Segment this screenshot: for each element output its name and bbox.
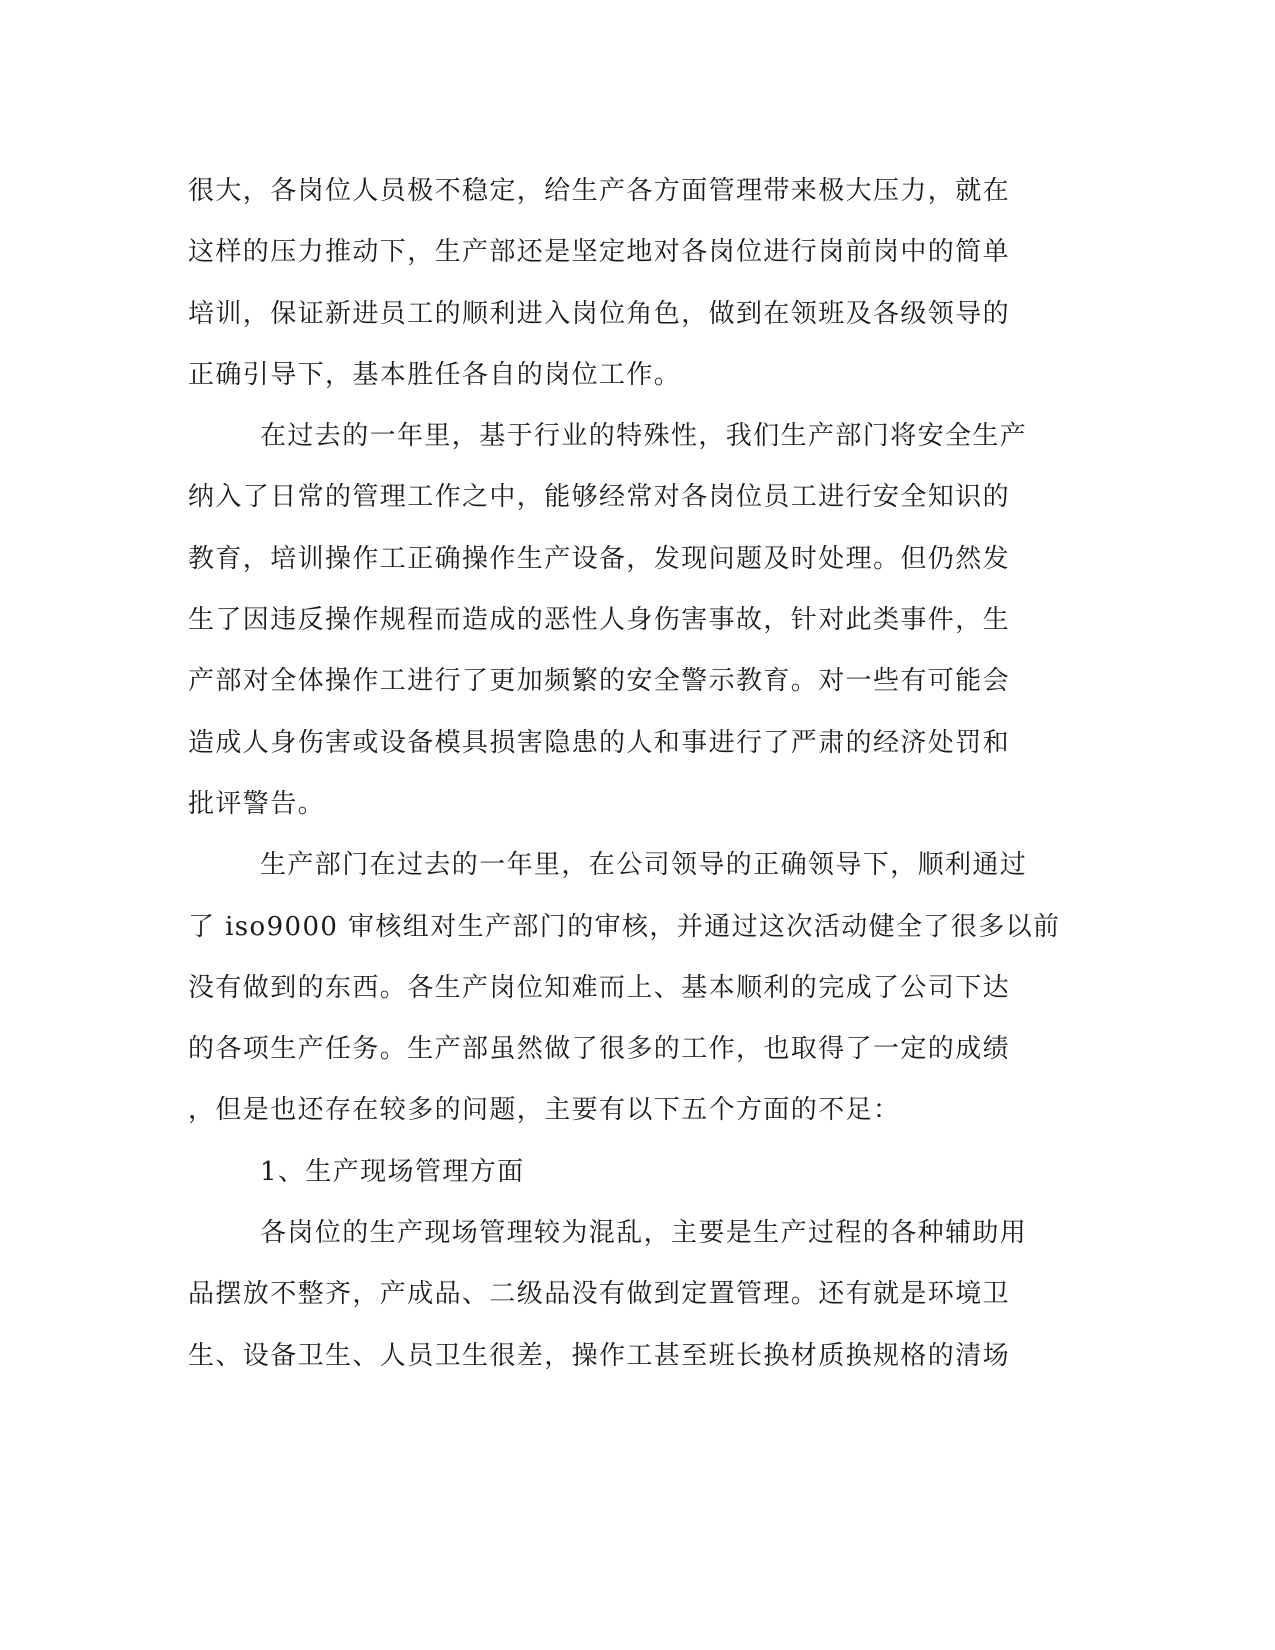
text-line: ，但是也还存在较多的问题，主要有以下五个方面的不足： [188,1095,901,1126]
paragraph-first-line: 各岗位的生产现场管理较为混乱，主要是生产过程的各种辅助用 [260,1218,1028,1249]
paragraph-first-line: 在过去的一年里，基于行业的特殊性，我们生产部门将安全生产 [260,421,1028,452]
text-line: 很大，各岗位人员极不稳定，给生产各方面管理带来极大压力，就在 [188,176,1011,206]
text-line: 造成人身伤害或设备模具损害隐患的人和事进行了严肃的经济处罚和 [188,727,1011,758]
text-line: 纳入了日常的管理工作之中，能够经常对各岗位员工进行安全知识的 [188,482,1011,513]
text-line: 这样的压力推动下，生产部还是坚定地对各岗位进行岗前岗中的简单 [188,237,1011,268]
text-line: 产部对全体操作工进行了更加频繁的安全警示教育。对一些有可能会 [188,666,1011,697]
body-text [188,161,1078,1387]
text-line: 品摆放不整齐，产成品、二级品没有做到定置管理。还有就是环境卫 [188,1279,1011,1310]
text-line: 的各项生产任务。生产部虽然做了很多的工作，也取得了一定的成绩 [188,1034,1011,1065]
text-line: 正确引导下，基本胜任各自的岗位工作。 [188,359,682,390]
text-line: 生、设备卫生、人员卫生很差，操作工甚至班长换材质换规格的清场 [188,1340,1011,1371]
text-line: 批评警告。 [188,788,326,819]
text-line: 没有做到的东西。各生产岗位知难而上、基本顺利的完成了公司下达 [188,972,1011,1003]
text-line: 教育，培训操作工正确操作生产设备，发现问题及时处理。但仍然发 [188,543,1011,574]
text-line: 生了因违反操作规程而造成的恶性人身伤害事故，针对此类事件，生 [188,605,1011,636]
text-line: 培训，保证新进员工的顺利进入岗位角色，做到在领班及各级领导的 [188,298,1011,329]
section-heading: 1、生产现场管理方面 [260,1156,525,1187]
text-line: 了 iso9000 审核组对生产部门的审核，并通过这次活动健全了很多以前 [188,911,1061,942]
paragraph-first-line: 生产部门在过去的一年里，在公司领导的正确领导下，顺利通过 [260,850,1028,881]
